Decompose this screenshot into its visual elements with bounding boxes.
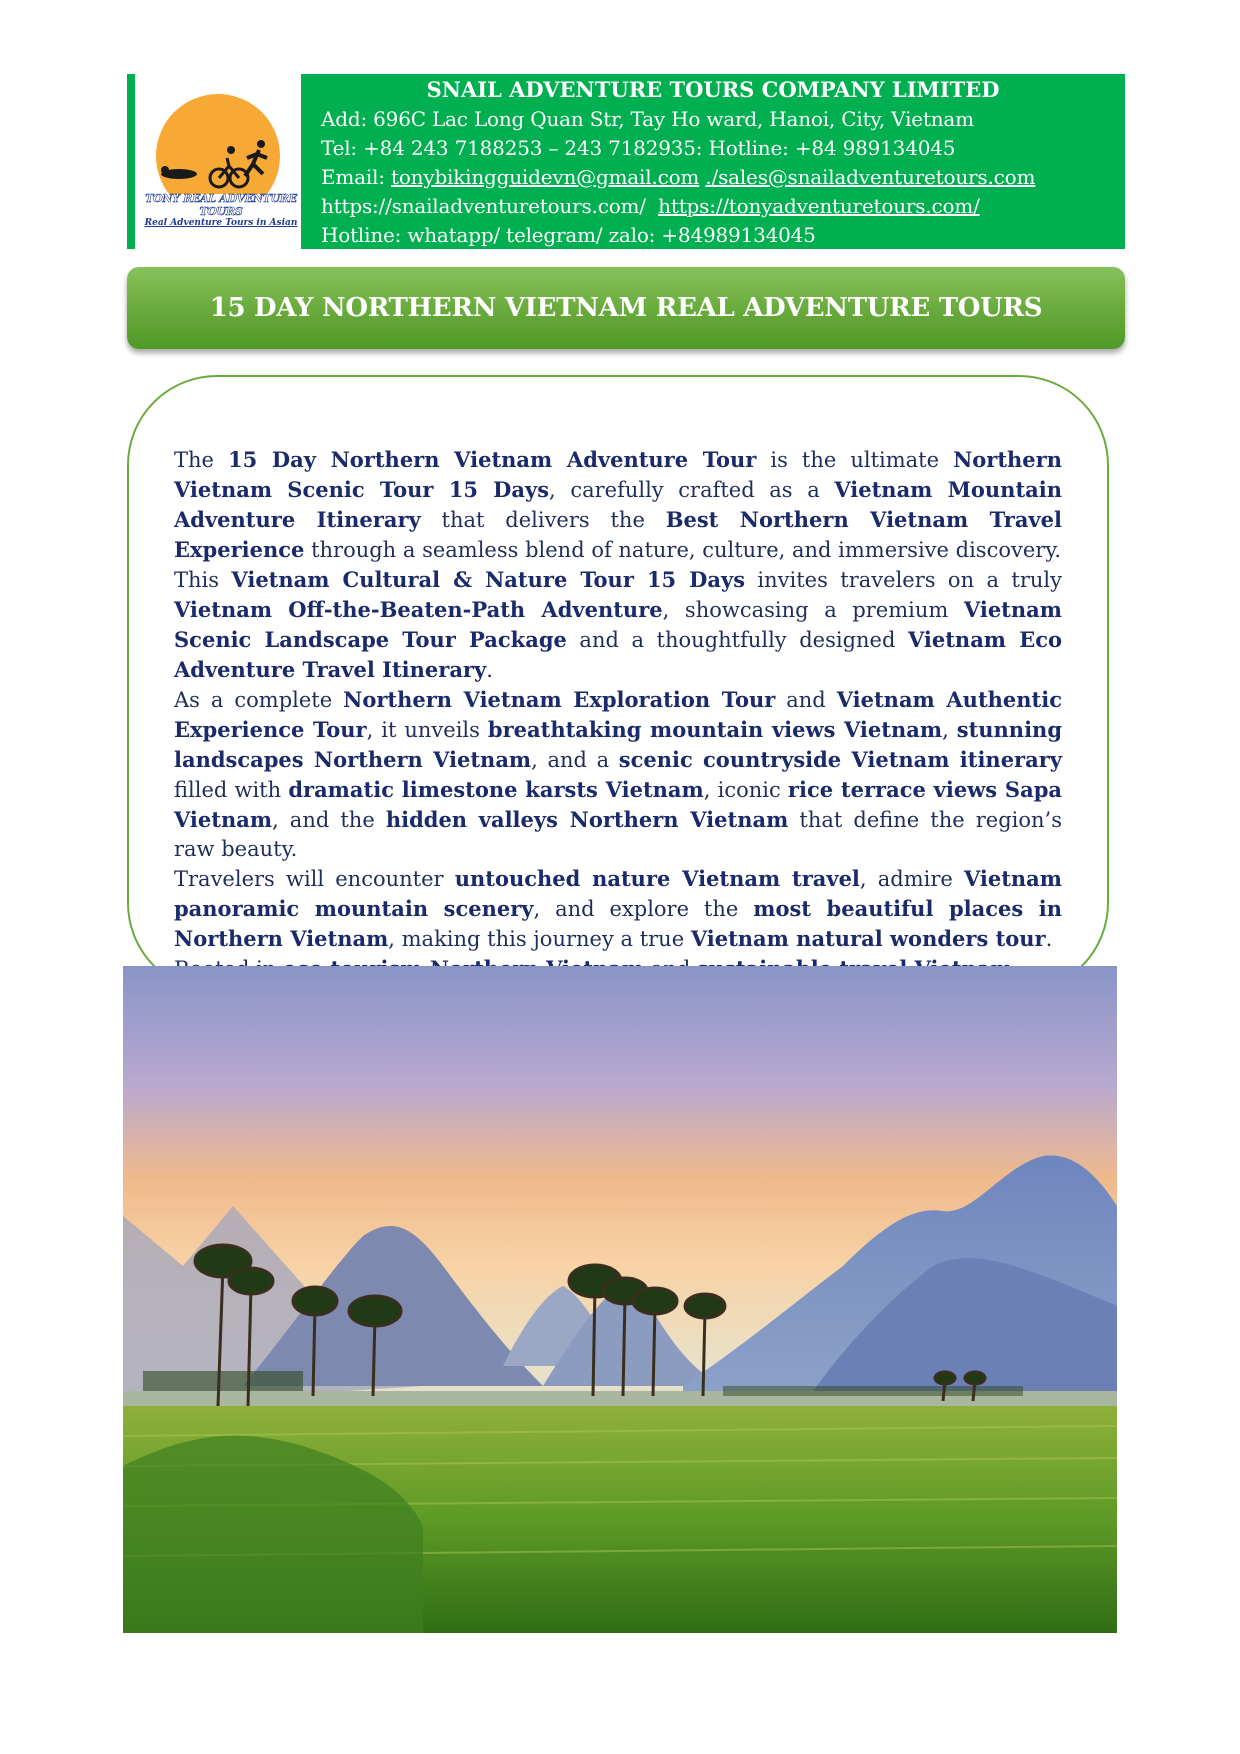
- landscape-photo: [123, 966, 1117, 1633]
- bold-phrase: dramatic limestone karsts Vietnam: [288, 777, 704, 802]
- text-run: and: [775, 688, 837, 712]
- bold-phrase: Vietnam panoramic mountain scenery: [174, 866, 1062, 921]
- company-logo: [127, 74, 301, 249]
- text-run: invites travelers on a truly: [745, 568, 1062, 592]
- bold-phrase: 15 Day Northern Vietnam Adventure Tour: [228, 447, 757, 472]
- text-run: , showcasing a premium: [662, 598, 964, 622]
- email-line: [321, 163, 1125, 192]
- page-title: 15 DAY NORTHERN VIETNAM REAL ADVENTURE TOURS: [209, 293, 1043, 323]
- bold-phrase: Northern Vietnam Exploration Tour: [343, 687, 776, 712]
- email-label: Email:: [321, 165, 391, 189]
- website-line: [321, 192, 1125, 221]
- text-run: filled with: [174, 778, 289, 802]
- hotline-line: Hotline: whatapp/ telegram/ zalo: +84989134045: [321, 223, 816, 247]
- text-run: Travelers will encounter: [174, 867, 455, 891]
- text-run: and a thoughtfully designed: [566, 628, 908, 652]
- text-run: This: [174, 568, 232, 592]
- bold-phrase: Vietnam Eco Adventure Travel Itinerary: [174, 627, 1063, 682]
- text-run: , admire: [859, 867, 964, 891]
- text-run: As a complete: [174, 688, 344, 712]
- text-run: , carefully crafted as a: [549, 478, 835, 502]
- intro-text-box: [127, 375, 1109, 993]
- contact-info: [301, 74, 1125, 249]
- company-name: SNAIL ADVENTURE TOURS COMPANY LIMITED: [426, 77, 1000, 102]
- text-run: that define the region’s raw beauty.: [174, 808, 1062, 861]
- text-run: , and explore the: [533, 897, 754, 921]
- bold-phrase: Vietnam Mountain Adventure Itinerary: [174, 477, 1062, 532]
- phone-line: Tel: +84 243 7188253 – 243 7182935: Hotline: +84 989134045: [321, 136, 956, 160]
- bold-phrase: most beautiful places in Northern Vietnam: [174, 896, 1063, 951]
- bold-phrase: Northern Vietnam Scenic Tour 15 Days: [174, 447, 1062, 502]
- bold-phrase: Vietnam Authentic Experience Tour: [174, 687, 1062, 742]
- bold-phrase: hidden valleys Northern Vietnam: [385, 807, 789, 832]
- text-run: , iconic: [703, 778, 788, 802]
- bold-phrase: Vietnam natural wonders tour: [690, 926, 1046, 951]
- bold-phrase: stunning landscapes Northern Vietnam: [174, 717, 1063, 772]
- text-run: , and the: [272, 808, 386, 832]
- logo-subtext: Real Adventure Tours in Asian: [144, 218, 298, 228]
- email-link-2[interactable]: ./sales@snailadventuretours.com: [705, 165, 1036, 189]
- bold-phrase: Vietnam Off-the-Beaten-Path Adventure: [174, 597, 663, 622]
- bold-phrase: rice terrace views Sapa Vietnam: [174, 777, 1062, 832]
- address-line: Add: 696C Lac Long Quan Str, Tay Ho ward, Hanoi, City, Vietnam: [321, 107, 974, 131]
- paragraph-4: [174, 864, 1062, 954]
- bold-phrase: Best Northern Vietnam Travel Experience: [174, 507, 1062, 562]
- bold-phrase: Vietnam Cultural & Nature Tour 15 Days: [231, 567, 746, 592]
- bold-phrase: breathtaking mountain views Vietnam: [487, 717, 943, 742]
- text-run: .: [1045, 927, 1053, 951]
- email-link-1[interactable]: tonybikingguidevn@gmail.com: [390, 165, 700, 189]
- landscape-image: [123, 966, 1117, 1633]
- text-run: through a seamless blend of nature, culture, and immersive discovery.: [304, 538, 1062, 562]
- paragraph-2: [174, 565, 1062, 685]
- text-run: The: [174, 448, 228, 472]
- text-run: ,: [942, 718, 957, 742]
- text-run: is the ultimate: [756, 448, 954, 472]
- bold-phrase: untouched nature Vietnam travel: [454, 866, 860, 891]
- text-run: .: [486, 658, 493, 682]
- paragraph-1: [174, 445, 1062, 565]
- paragraph-3: [174, 685, 1062, 864]
- text-run: , making this journey a true: [388, 927, 691, 951]
- text-run: , and a: [531, 748, 619, 772]
- text-run: that delivers the: [420, 508, 666, 532]
- website-link-2[interactable]: https://tonyadventuretours.com/: [658, 194, 980, 218]
- bold-phrase: Vietnam Scenic Landscape Tour Package: [174, 597, 1062, 652]
- bold-phrase: scenic countryside Vietnam itinerary: [618, 747, 1062, 772]
- text-run: , it unveils: [366, 718, 488, 742]
- intro-text: [174, 445, 1062, 984]
- header-bar: [127, 74, 1125, 249]
- title-banner: [127, 267, 1125, 349]
- logo-text: TONY REAL ADVENTURE TOURS: [145, 192, 297, 218]
- website-1: https://snailadventuretours.com/: [321, 194, 646, 218]
